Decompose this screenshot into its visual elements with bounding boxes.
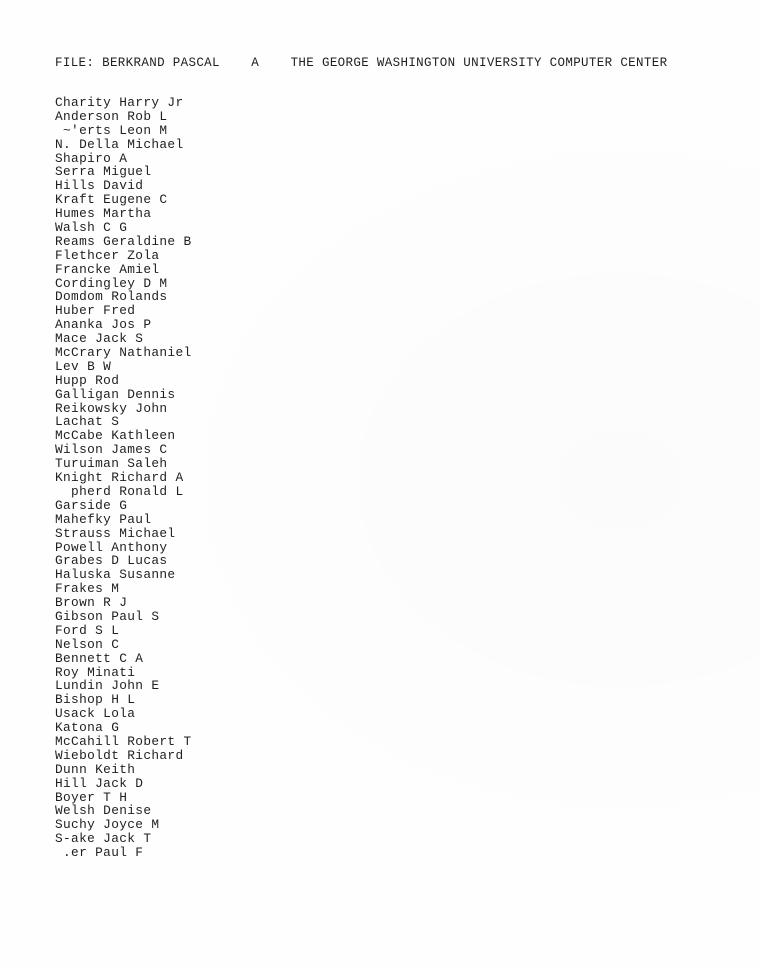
name-entry: Domdom Rolands [55, 289, 168, 305]
name-entry: Lachat S [55, 414, 120, 430]
name-entry: Walsh C G [55, 220, 128, 236]
name-entry: Grabes D Lucas [55, 553, 168, 569]
name-entry: Suchy Joyce M [55, 817, 160, 833]
name-entry: Serra Miguel [55, 164, 152, 180]
name-entry: Welsh Denise [55, 803, 152, 819]
name-entry: Boyer T H [55, 789, 128, 805]
name-entry: Garside G [55, 497, 128, 513]
name-entry: Gibson Paul S [55, 608, 160, 624]
name-entry: Galligan Dennis [55, 386, 176, 402]
name-entry: Reams Geraldine B [55, 233, 192, 249]
name-entry: Bennett C A [55, 650, 144, 666]
name-entry: Ford S L [55, 622, 120, 638]
name-entry: Roy Minati [55, 664, 136, 680]
name-entry: Mahefky Paul [55, 511, 152, 527]
name-entry: Reikowsky John [55, 400, 168, 416]
name-list [55, 96, 192, 860]
name-entry: Turuiman Saleh [55, 456, 168, 472]
name-entry: Brown R J [55, 595, 128, 611]
name-entry: McCahill Robert T [55, 733, 192, 749]
name-entry: ~'erts Leon M [55, 122, 168, 138]
name-entry: Huber Fred [55, 303, 136, 319]
name-entry: Lev B W [55, 358, 112, 374]
name-entry: Hupp Rod [55, 372, 120, 388]
name-entry: McCrary Nathaniel [55, 345, 192, 361]
name-entry: Dunn Keith [55, 761, 136, 777]
name-entry: pherd Ronald L [55, 483, 184, 499]
name-entry: Francke Amiel [55, 261, 160, 277]
name-entry: Wilson James C [55, 442, 168, 458]
name-entry: N. Della Michael [55, 136, 184, 152]
name-entry: Strauss Michael [55, 525, 176, 541]
name-entry: Flethcer Zola [55, 247, 160, 263]
file-label: FILE: BERKRAND PASCAL [55, 56, 220, 70]
name-entry: .er Paul F [55, 845, 144, 861]
name-entry: Hills David [55, 178, 144, 194]
name-entry: Mace Jack S [55, 331, 144, 347]
name-entry: Katona G [55, 720, 120, 736]
name-entry: Shapiro A [55, 150, 128, 166]
name-entry: Powell Anthony [55, 539, 168, 555]
name-entry: Cordingley D M [55, 275, 168, 291]
name-entry: Bishop H L [55, 692, 136, 708]
institution-name: THE GEORGE WASHINGTON UNIVERSITY COMPUTER CENTER [290, 56, 668, 70]
name-entry: Knight Richard A [55, 470, 184, 486]
name-entry: Frakes M [55, 581, 120, 597]
name-entry: Kraft Eugene C [55, 192, 168, 208]
name-entry: Anderson Rob L [55, 108, 168, 124]
name-entry: Charity Harry Jr [55, 95, 184, 110]
name-entry: S-ake Jack T [55, 831, 152, 847]
file-header [55, 55, 667, 71]
name-entry: McCabe Kathleen [55, 428, 176, 444]
name-entry: Lundin John E [55, 678, 160, 694]
name-entry: Humes Martha [55, 206, 152, 222]
name-entry: Haluska Susanne [55, 567, 176, 583]
name-entry: Ananka Jos P [55, 317, 152, 333]
name-entry: Nelson C [55, 636, 120, 652]
file-section: A [251, 56, 260, 70]
name-entry: Hill Jack D [55, 775, 144, 791]
name-entry: Wieboldt Richard [55, 747, 184, 763]
name-entry: Usack Lola [55, 706, 136, 722]
